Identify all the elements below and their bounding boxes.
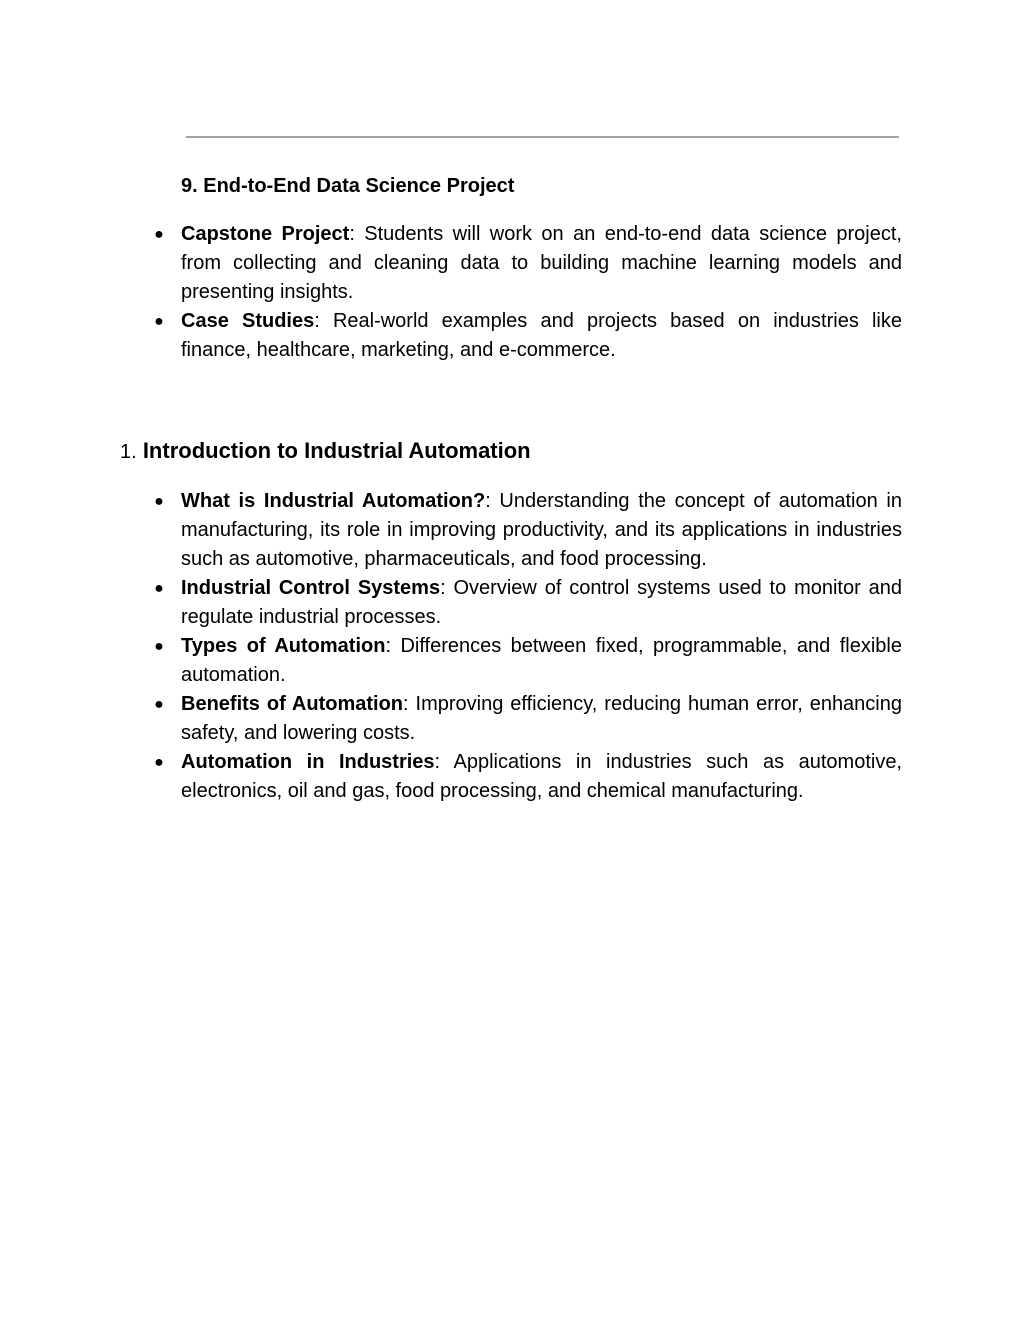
section-heading: [120, 436, 531, 467]
bullet-icon: ●: [154, 313, 164, 330]
item-term: Automation in Industries: [181, 751, 435, 773]
item-term: Industrial Control Systems: [181, 577, 441, 599]
industrial-automation-list: [154, 487, 902, 806]
bullet-icon: ●: [154, 696, 164, 713]
item-term: Types of Automation: [181, 635, 386, 657]
section-number: 1.: [120, 441, 137, 463]
list-item: [154, 690, 902, 748]
list-item: [154, 487, 902, 574]
bullet-icon: ●: [154, 226, 164, 243]
horizontal-divider: [186, 136, 899, 138]
item-description: : Real-world examples and projects based on industries like finance, healthcare, marketing, and e-commerce.: [181, 310, 902, 361]
data-science-project-list: [154, 220, 902, 365]
bullet-icon: ●: [154, 493, 164, 510]
list-item: [154, 307, 902, 365]
item-term: Case Studies: [181, 310, 315, 332]
section-title: Introduction to Industrial Automation: [142, 438, 531, 463]
list-item: [154, 574, 902, 632]
item-description: : Applications in industries such as automotive, electronics, oil and gas, food processing, and chemical manufacturing.: [181, 751, 902, 802]
item-description: : Overview of control systems used to monitor and regulate industrial processes.: [181, 577, 902, 628]
item-description: : Students will work on an end-to-end data science project, from collecting and cleaning data to building machine learning models and presenting insights.: [181, 223, 902, 303]
bullet-icon: ●: [154, 638, 164, 655]
item-term: Benefits of Automation: [181, 693, 404, 715]
item-term: What is Industrial Automation?: [181, 490, 486, 512]
list-item: [154, 632, 902, 690]
item-description: : Understanding the concept of automation in manufacturing, its role in improving productivity, and its applications in industries such as automotive, pharmaceuticals, and food processing.: [181, 490, 902, 570]
bullet-icon: ●: [154, 754, 164, 771]
list-item: [154, 220, 902, 307]
item-description: : Differences between fixed, programmable, and flexible automation.: [181, 635, 902, 686]
list-item: [154, 748, 902, 806]
subsection-heading: 9. End-to-End Data Science Project: [181, 175, 515, 197]
item-description: : Improving efficiency, reducing human error, enhancing safety, and lowering costs.: [181, 693, 902, 744]
item-term: Capstone Project: [181, 223, 350, 245]
bullet-icon: ●: [154, 580, 164, 597]
